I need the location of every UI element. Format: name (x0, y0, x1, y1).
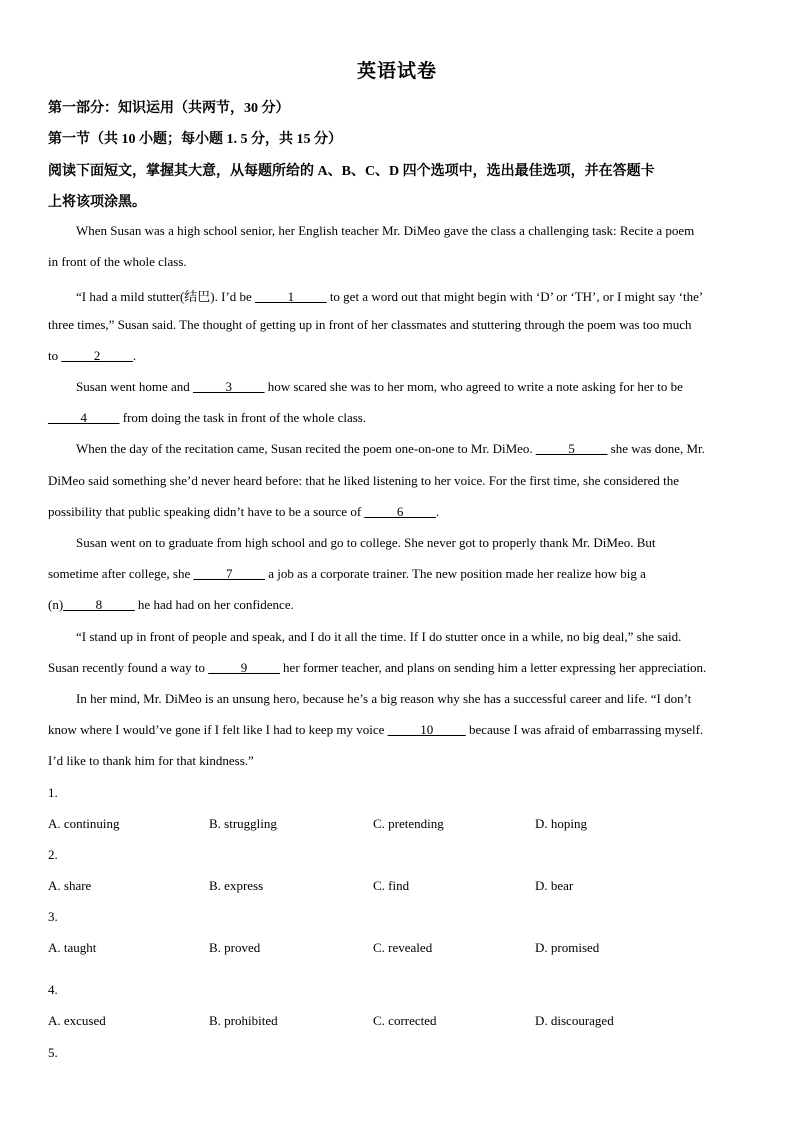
option-c[interactable]: C. revealed (373, 940, 433, 955)
blank-7: _____7_____ (193, 566, 265, 581)
passage-text: her former teacher, and plans on sending him a letter expressing her appreciation. (279, 660, 707, 675)
option-a[interactable]: A. share (48, 878, 92, 893)
passage-text: to (48, 348, 62, 363)
passage-line: In her mind, Mr. DiMeo is an unsung hero, because he’s a big reason why she has a successful career and life. “I don’t (76, 691, 692, 706)
passage-text: “I had a mild stutter(结巴). I’d be (76, 289, 256, 304)
option-d[interactable]: D. promised (535, 940, 600, 955)
passage-line (76, 379, 683, 395)
passage-line: DiMeo said something she’d never heard before: that he liked listening to her voice. For the first time, she considered the (48, 473, 680, 488)
passage-line: in front of the whole class. (48, 254, 187, 269)
passage-line: Susan went on to graduate from high school and go to college. She never got to properly thank Mr. DiMeo. But (76, 535, 656, 550)
blank-6: _____6_____ (364, 504, 436, 519)
question-number: 4. (48, 982, 58, 997)
option-d[interactable]: D. discouraged (535, 1013, 614, 1028)
option-c[interactable]: C. corrected (373, 1013, 437, 1028)
passage-text: to get a word out that might begin with ‘D’ or ‘TH’, or I might say ‘the’ (326, 289, 704, 304)
part-header: 第一部分：知识运用（共两节，30 分） (48, 101, 290, 116)
passage-text: sometime after college, she (48, 566, 194, 581)
passage-line: three times,” Susan said. The thought of getting up in front of her classmates and stuttering through the poem was too much (48, 317, 692, 332)
option-d[interactable]: D. bear (535, 878, 574, 893)
blank-9: _____9_____ (208, 660, 280, 675)
section-header: 第一节（共 10 小题；每小题 1. 5 分，共 15 分） (48, 132, 342, 147)
passage-line (48, 504, 439, 520)
passage-line: “I stand up in front of people and speak, and I do it all the time. If I do stutter once in a while, no big deal,” she said. (76, 629, 682, 644)
passage-text: . (435, 504, 440, 519)
passage-line (48, 722, 703, 738)
passage-text: When the day of the recitation came, Susan recited the poem one-on-one to Mr. DiMeo. (76, 441, 536, 456)
option-a[interactable]: A. excused (48, 1013, 106, 1028)
blank-8: _____8_____ (63, 597, 135, 612)
passage-text: possibility that public speaking didn’t have to be a source of (48, 504, 365, 519)
option-b[interactable]: B. prohibited (209, 1013, 278, 1028)
passage-text: Susan went home and (76, 379, 193, 394)
option-b[interactable]: B. express (209, 878, 264, 893)
passage-line (48, 660, 706, 676)
passage-text: he had had on her confidence. (134, 597, 294, 612)
blank-4: _____4_____ (48, 410, 120, 425)
passage-line (48, 348, 136, 364)
passage-text: a job as a corporate trainer. The new position made her realize how big a (264, 566, 646, 581)
passage-text: (n) (48, 597, 64, 612)
blank-2: _____2_____ (61, 348, 133, 363)
page-title: 英语试卷 (356, 61, 437, 82)
option-b[interactable]: B. proved (209, 940, 261, 955)
passage-line (76, 286, 703, 305)
passage-line: When Susan was a high school senior, her English teacher Mr. DiMeo gave the class a challenging task: Recite a poem (76, 223, 695, 238)
option-d[interactable]: D. hoping (535, 816, 587, 831)
option-c[interactable]: C. find (373, 878, 410, 893)
question-number: 3. (48, 909, 58, 924)
blank-5: _____5_____ (535, 441, 608, 456)
passage-text: know where I would’ve gone if I felt like I had to keep my voice (48, 722, 388, 737)
passage-text: . (132, 348, 137, 363)
blank-1: _____1_____ (255, 289, 327, 304)
option-c[interactable]: C. pretending (373, 816, 444, 831)
option-b[interactable]: B. struggling (209, 816, 277, 831)
option-a[interactable]: A. continuing (48, 816, 120, 831)
passage-line: I’d like to thank him for that kindness.” (48, 753, 254, 768)
passage-line (76, 441, 705, 457)
passage-text: Susan recently found a way to (48, 660, 209, 675)
instructions-line-2: 上将该项涂黑。 (48, 195, 146, 210)
passage-text: how scared she was to her mom, who agreed to write a note asking for her to be (264, 379, 683, 394)
passage-text: because I was afraid of embarrassing myself. (465, 722, 704, 737)
option-a[interactable]: A. taught (48, 940, 97, 955)
blank-3: _____3_____ (192, 379, 265, 394)
passage-line (48, 410, 366, 426)
instructions-line-1: 阅读下面短文，掌握其大意，从每题所给的 A、B、C、D 四个选项中，选出最佳选项，并在答题卡 (48, 164, 655, 179)
passage-text: from doing the task in front of the whole class. (119, 410, 367, 425)
question-number: 2. (48, 847, 58, 862)
passage-line (48, 597, 294, 613)
passage-line (48, 566, 646, 582)
passage-text: she was done, Mr. (607, 441, 705, 456)
blank-10: _____10_____ (387, 722, 466, 737)
question-number: 5. (48, 1045, 58, 1060)
question-number: 1. (48, 785, 58, 800)
